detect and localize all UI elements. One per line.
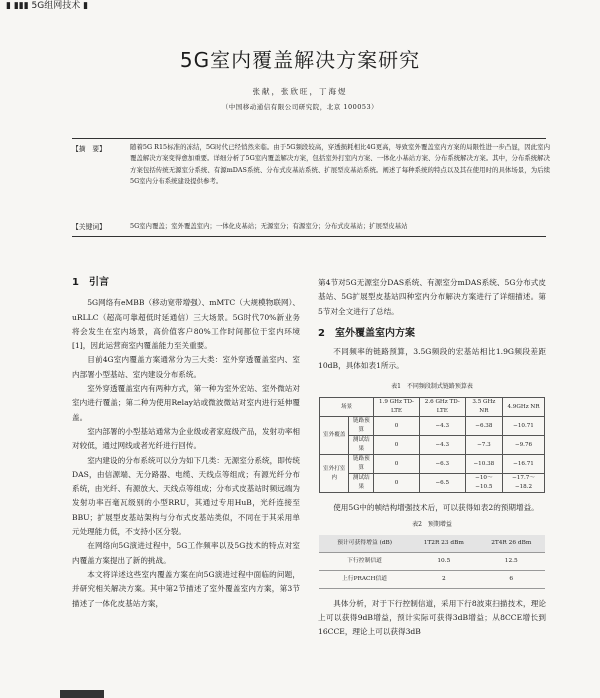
abstract-label: 【摘 要】 bbox=[72, 145, 106, 153]
paragraph: 第4节对5G无源室分DAS系统、有源室分mDAS系统、5G分布式皮基站、5G扩展型皮基站四种室内分布解决方案进行了详细描述。第5节对全文进行了总结。 bbox=[318, 278, 546, 316]
section-1-heading: 1 引言 bbox=[72, 277, 109, 288]
table-1-cell: 测试结果 bbox=[349, 436, 374, 455]
table-1-cell: 0 bbox=[374, 455, 420, 474]
table-1-header-cell: 场景 bbox=[320, 398, 374, 417]
abstract-bottom-rule bbox=[72, 236, 546, 237]
paper-title: 5G室内覆盖解决方案研究 bbox=[179, 48, 421, 72]
paragraph: 本文将详述这些室内覆盖方案在向5G演进过程中面临的问题，并研究相关解决方案。其中第2节描述了室外覆盖室内方案，第3节描述了一体化皮基站方案， bbox=[72, 569, 300, 608]
paragraph: 不同频率的链路预算，3.5G频段的宏基站相比1.9G频段差距10dB，具体如表1所示。 bbox=[318, 347, 546, 371]
table-1-cell: −16.71 bbox=[503, 455, 545, 474]
keywords-label: 【关键词】 bbox=[72, 223, 106, 231]
footer-bar bbox=[60, 690, 104, 698]
table-1-cell: 测试结果 bbox=[349, 474, 374, 493]
table-1-cell: 室外打室内 bbox=[320, 455, 349, 493]
table-1-cell: 链路预算 bbox=[349, 455, 374, 474]
table-1-cell: −4.3 bbox=[419, 436, 465, 455]
paragraph: 目前4G室内覆盖方案通常分为三大类：室外穿透覆盖室内、室内部署小型基站、室内建设分布系统。 bbox=[72, 355, 300, 379]
table-1-cell: −10.71 bbox=[503, 417, 545, 436]
table-1-caption: 表1 不同频段制式链路预算表 bbox=[391, 382, 473, 390]
table-2-cell: 12.5 bbox=[478, 552, 545, 570]
table-2-cell: 10.5 bbox=[410, 552, 477, 570]
table-1-cell: 0 bbox=[374, 417, 420, 436]
table-1-cell: −10～−10.5 bbox=[465, 474, 502, 493]
table-1-cell: −6.3 bbox=[419, 455, 465, 474]
paragraph: 室外穿透覆盖室内有两种方式，第一种为室外宏站、室外微站对室内进行覆盖；第二种为使用Relay站或微波微站对室内进行延伸覆盖。 bbox=[72, 384, 300, 422]
table-2-header-cell: 1T2R 23 dBm bbox=[410, 535, 477, 553]
table-2-cell: 上行PRACH信道 bbox=[319, 570, 410, 588]
paragraph: 5G网络有eMBB（移动宽带增强）、mMTC（大规模物联网）、uRLLC（超高可靠超低时延通信）三大场景。5G时代70%新业务将会发生在室内场景，高价值客户80%工作时间都位于室内环境[1]，因此运营商室内覆盖能力至关重要。 bbox=[72, 298, 300, 351]
paragraph: 具体分析，对于下行控制信道，采用下行8波束扫描技术，理论上可以获得9dB增益，预计实际可获得3dB增益；从8CCE增长到16CCE，理论上可以获得3dB bbox=[318, 598, 546, 637]
table-1-cell: −4.3 bbox=[419, 417, 465, 436]
header-bar bbox=[0, 0, 600, 10]
abstract-top-rule bbox=[72, 138, 546, 139]
left-column bbox=[72, 276, 300, 611]
table-1-cell: 链路预算 bbox=[349, 417, 374, 436]
journal-section-text: 5G组网技术 bbox=[31, 1, 81, 11]
table-1-cell: 0 bbox=[374, 436, 420, 455]
journal-section-label: ▮ ▮▮▮ 5G组网技术 ▮ bbox=[6, 1, 89, 11]
table-2-header-cell: 预计可获得增益 (dB) bbox=[319, 535, 410, 553]
abstract-text: 随着5G R15标准的冻结，5G时代已经悄然来临。由于5G频段较高，穿透损耗相比4G更高，导致室外覆盖室内方案的局限性进一步凸显，因此室内覆盖解决方案变得愈加重要。详细分析了5G室内覆盖解决方案，包括室外打室内方案、一体化小基站方案、分布系统解决方案。其中，分布系统解决方案包括传统无源室分系统、有源mDAS系统、分布式皮基站系统、扩展型皮基站系统。阐述了每种系统的特点以及其在使用时的具体场景，为后续5G室内分布系统建设提供参考。 bbox=[130, 143, 550, 185]
authors: 张献，张欣旺，丁海煜 bbox=[252, 87, 348, 96]
table-2-caption: 表2 预期增益 bbox=[412, 521, 452, 529]
table-1-cell: −6.38 bbox=[465, 417, 502, 436]
table-1-cell: −6.5 bbox=[419, 474, 465, 493]
table-1-cell: 0 bbox=[374, 474, 420, 493]
table-1-header-cell: 3.5 GHz NR bbox=[465, 398, 502, 417]
section-2-heading: 2 室外覆盖室内方案 bbox=[318, 327, 415, 339]
table-2-cell: 2 bbox=[410, 570, 477, 588]
table-1-cell: −9.76 bbox=[503, 436, 545, 455]
table-1-header-cell: 4.9GHz NR bbox=[503, 398, 545, 417]
paragraph: 在网络向5G演进过程中，5G工作频率以及5G技术的特点对室内覆盖方案提出了新的挑战。 bbox=[72, 541, 300, 565]
paragraph: 室内建设的分布系统可以分为如下几类：无源室分系统，即传统DAS，由信源端、无分路器、电缆、天线点等组成；有源光纤分布系统，由光纤、有源放大、天线点等组成；分布式皮基站时频远端为发射功率百毫瓦级别的小型RRU，其通过专用HuB，光纤连接至BBU；扩展型皮基站架构与分布式皮基站类似，不同在于其采用单元处理能力低，不支持小区分裂。 bbox=[72, 455, 300, 537]
right-column bbox=[318, 276, 546, 640]
table-1 bbox=[319, 397, 545, 493]
table-1-header-cell: 1.9 GHz TD-LTE bbox=[374, 398, 420, 417]
table-1-header-cell: 2.6 GHz TD-LTE bbox=[419, 398, 465, 417]
table-2-cell: 下行控制信道 bbox=[319, 552, 410, 570]
table-2-cell: 6 bbox=[478, 570, 545, 588]
table-1-cell: −10.38 bbox=[465, 455, 502, 474]
table-2 bbox=[319, 535, 545, 589]
table-1-cell: −17.7～−18.2 bbox=[503, 474, 545, 493]
paragraph: 室内部署的小型基站通常为企业级或者家庭级产品，发射功率相对较低，通过网线或者光纤进行回传。 bbox=[72, 426, 300, 451]
paragraph: 使用5G中的帧结构增强技术后，可以获得如表2的预期增益。 bbox=[333, 503, 539, 513]
table-1-cell: −7.3 bbox=[465, 436, 502, 455]
table-1-cell: 室外覆盖 bbox=[320, 417, 349, 455]
keywords-text: 5G室内覆盖；室外覆盖室内；一体化皮基站；无源室分；有源室分；分布式皮基站；扩展型皮基站 bbox=[130, 222, 408, 230]
table-2-header-cell: 2T4R 26 dBm bbox=[478, 535, 545, 553]
affiliation: （中国移动通信有限公司研究院，北京 100053） bbox=[221, 103, 379, 111]
